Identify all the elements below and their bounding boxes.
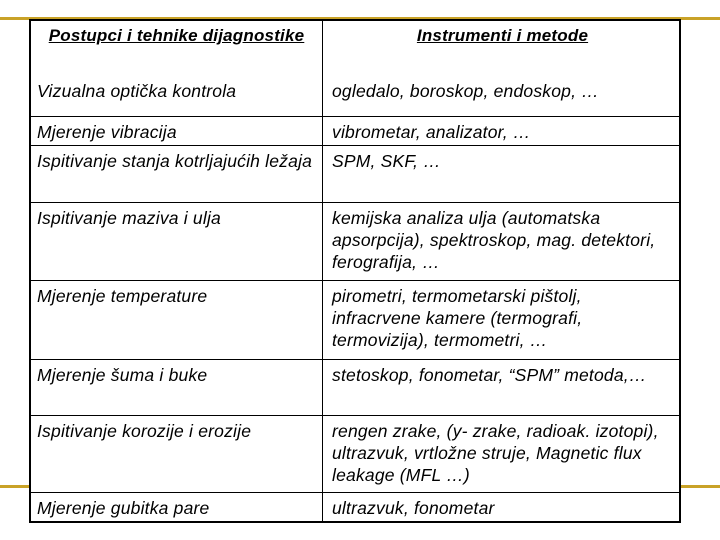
table-row [31,116,679,145]
instrument-cell: vibrometar, analizator, … [332,122,531,142]
instrument-cell: ogledalo, boroskop, endoskop, … [332,81,599,101]
header-instruments: Instrumenti i metode [416,26,589,45]
table-row [31,202,679,280]
table-header-row [31,21,679,76]
table-row [31,415,679,492]
procedure-cell: Mjerenje temperature [37,286,208,306]
procedure-cell: Ispitivanje stanja kotrljajućih ležaja [37,151,313,171]
instrument-cell: SPM, SKF, … [332,151,441,171]
table-row [31,359,679,415]
diagnostics-table [29,19,681,523]
table-row [31,492,679,521]
table-row [31,145,679,202]
header-procedures: Postupci i tehnike dijagnostike [48,26,305,45]
procedure-cell: Vizualna optička kontrola [37,81,237,101]
instrument-cell: ultrazvuk, fonometar [332,498,495,518]
procedure-cell: Ispitivanje maziva i ulja [37,208,221,228]
instrument-cell: rengen zrake, (y- zrake, radioak. izotopi), ultrazvuk, vrtložne struje, Magnetic flux leakage (MFL …) [332,421,659,485]
table-row [31,76,679,116]
table-row [31,280,679,359]
procedure-cell: Mjerenje gubitka pare [37,498,210,518]
instrument-cell: stetoskop, fonometar, “SPM” metoda,… [332,365,647,385]
procedure-cell: Ispitivanje korozije i erozije [37,421,252,441]
procedure-cell: Mjerenje vibracija [37,122,177,142]
instrument-cell: pirometri, termometarski pištolj, infracrvene kamere (termografi, termovizija), termometri, … [332,286,583,350]
procedure-cell: Mjerenje šuma i buke [37,365,208,385]
instrument-cell: kemijska analiza ulja (automatska apsorpcija), spektroskop, mag. detektori, ferografija, … [332,208,656,272]
